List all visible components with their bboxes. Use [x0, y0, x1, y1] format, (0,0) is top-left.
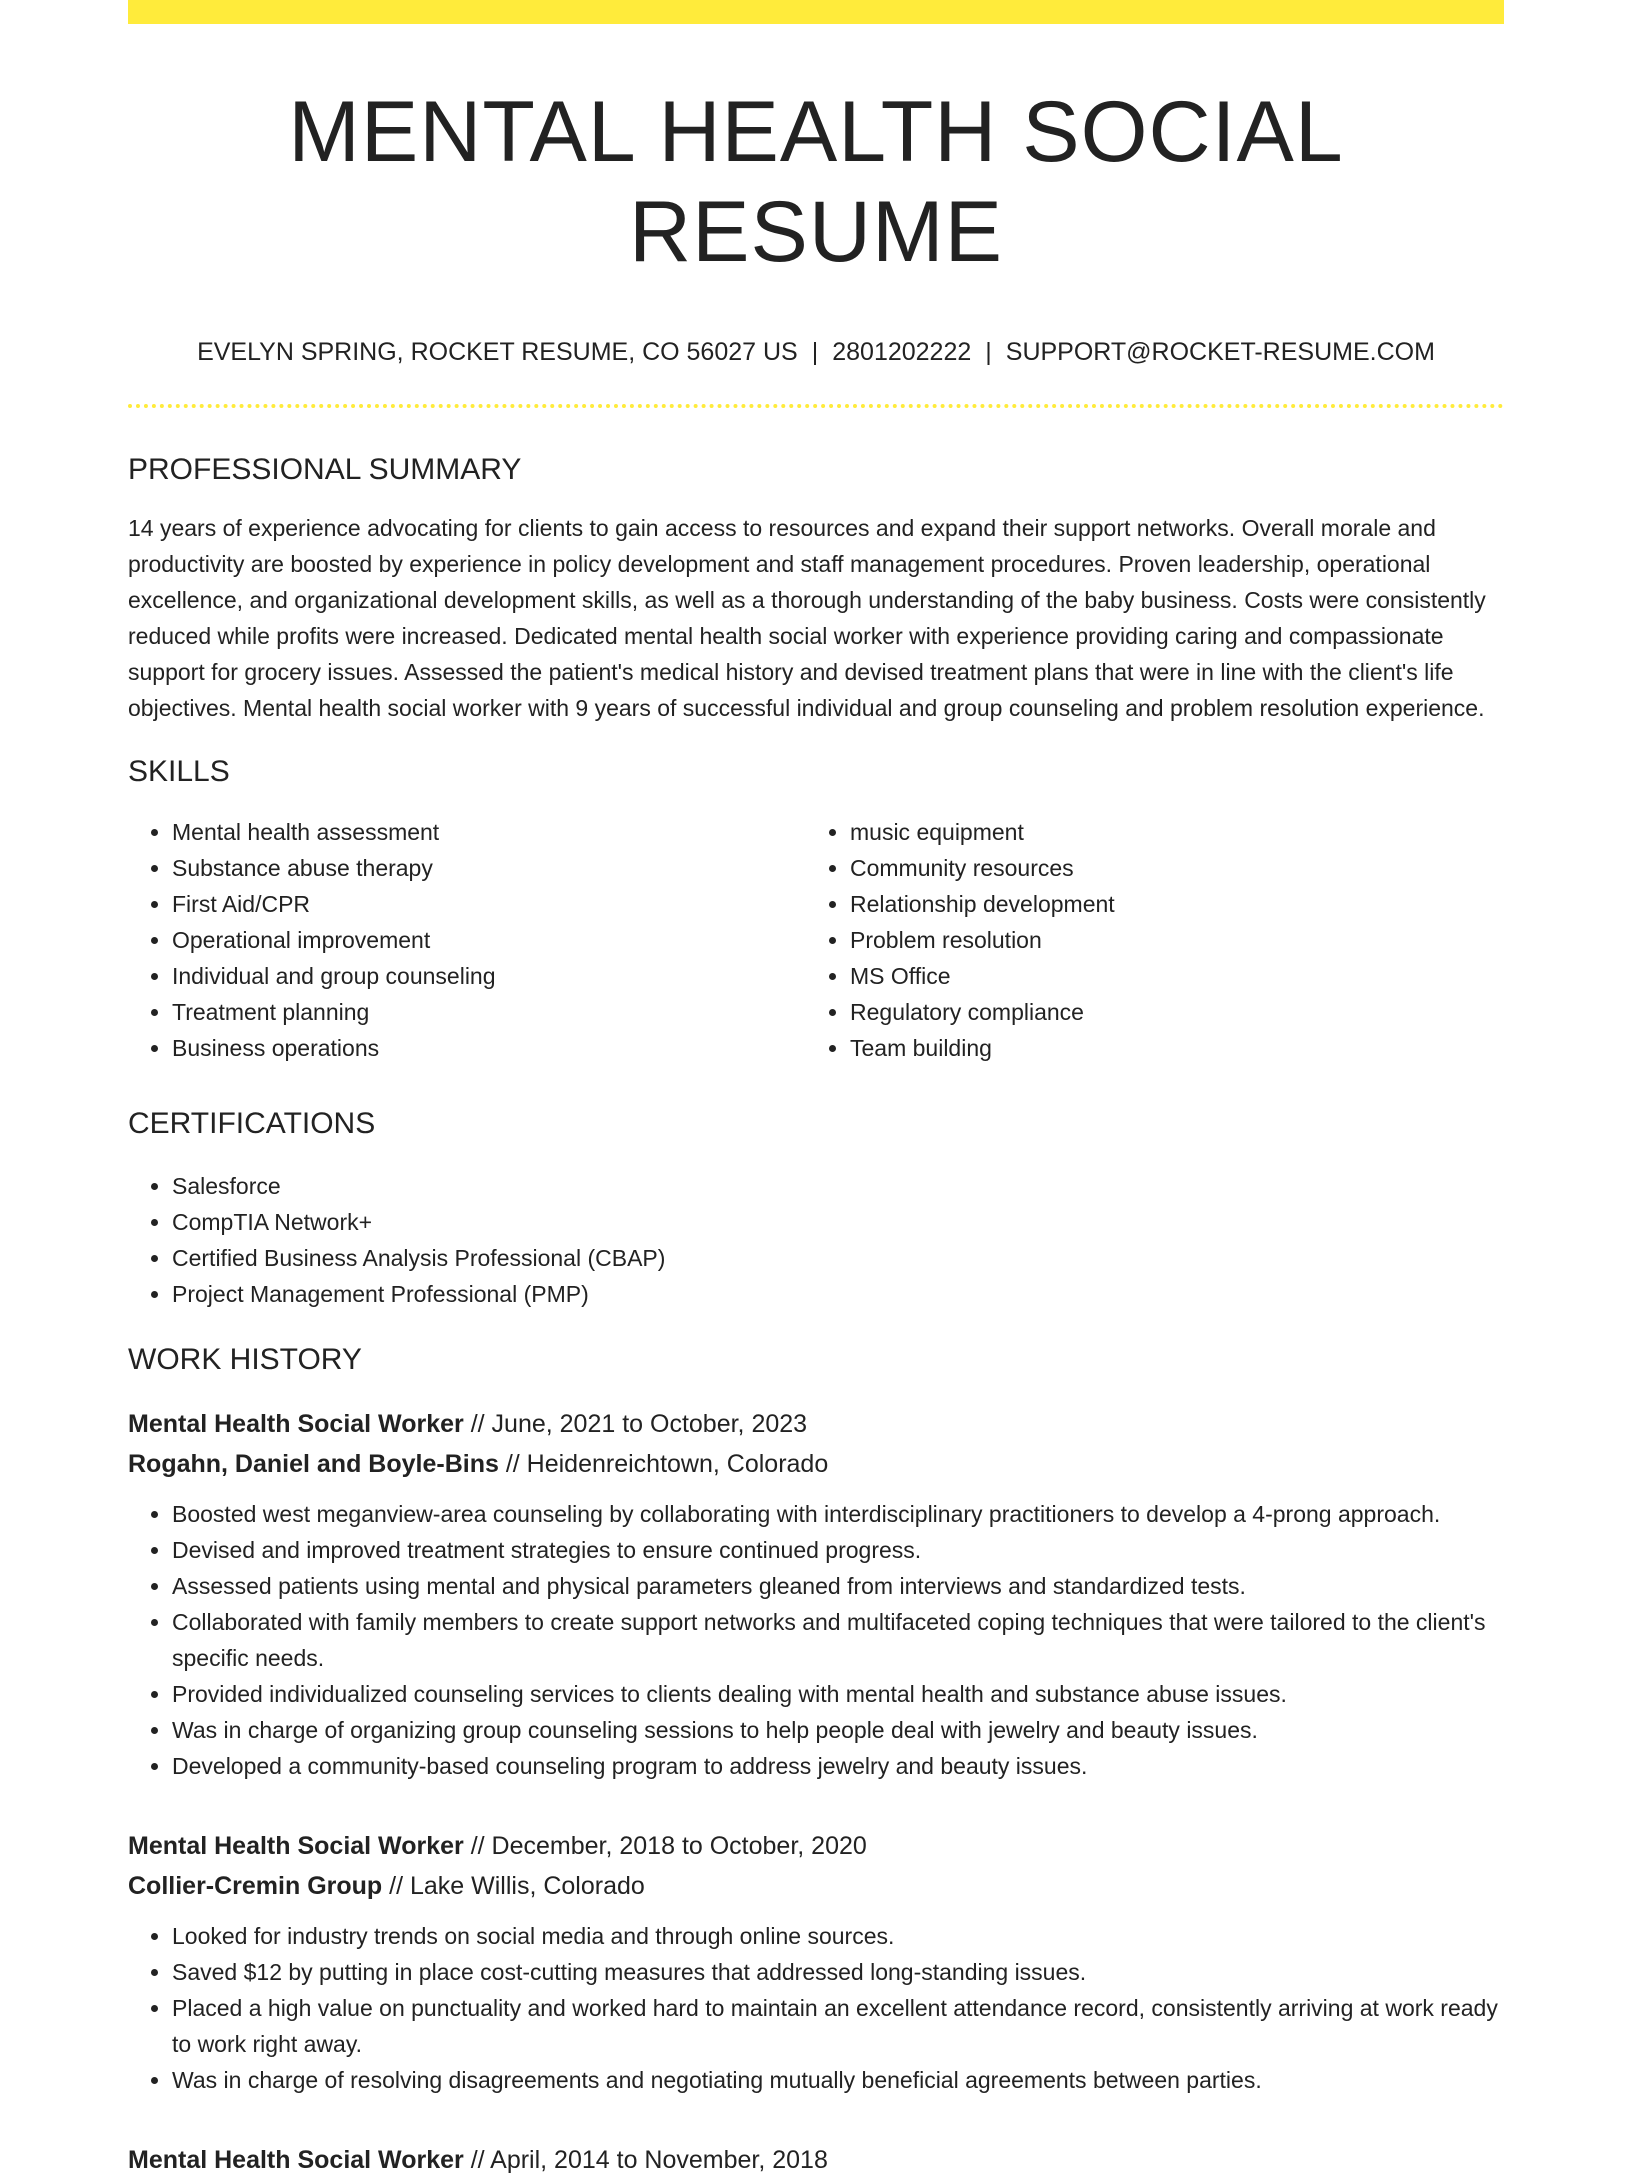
job-dates: April, 2014 to November, 2018	[490, 2146, 828, 2174]
job-role: Mental Health Social Worker	[128, 1410, 464, 1438]
job-location: Lake Willis, Colorado	[409, 1872, 645, 1900]
job-dates: June, 2021 to October, 2023	[491, 1410, 808, 1438]
job-role: Mental Health Social Worker	[128, 2146, 464, 2174]
contact-separator: |	[811, 338, 819, 366]
skill-item: • Treatment planning	[172, 994, 806, 1030]
job-bullet: • Was in charge of resolving disagreements and negotiating mutually beneficial agreements between parties.	[172, 2062, 1504, 2098]
job-separator: //	[463, 1832, 492, 1860]
skill-item: • Mental health assessment	[172, 814, 806, 850]
job-company: Collier-Cremin Group	[128, 1872, 383, 1900]
job-role-line	[128, 1404, 1504, 1444]
job-role: Mental Health Social Worker	[128, 1832, 464, 1860]
contact-address: EVELYN SPRING, ROCKET RESUME, CO 56027 US	[197, 338, 798, 366]
certification-item: • Certified Business Analysis Professional (CBAP)	[172, 1240, 1504, 1276]
contact-line	[128, 336, 1504, 368]
job-entry	[128, 1404, 1504, 1784]
skills-list-left	[128, 814, 806, 1066]
skills-heading: SKILLS	[128, 755, 230, 788]
skill-item: • Individual and group counseling	[172, 958, 806, 994]
skill-item: • Substance abuse therapy	[172, 850, 806, 886]
skill-item: • Regulatory compliance	[850, 994, 1484, 1030]
skill-item: • Problem resolution	[850, 922, 1484, 958]
contact-email[interactable]: SUPPORT@ROCKET-RESUME.COM	[1005, 338, 1435, 366]
summary-heading: PROFESSIONAL SUMMARY	[128, 453, 522, 486]
resume-title: MENTAL HEALTH SOCIAL RESUME	[288, 84, 1344, 280]
skill-item: • First Aid/CPR	[172, 886, 806, 922]
skill-item: • music equipment	[850, 814, 1484, 850]
job-bullet: • Collaborated with family members to create support networks and multifaceted coping techniques that were tailored to the client's specific needs.	[172, 1604, 1504, 1676]
contact-phone[interactable]: 2801202222	[832, 338, 972, 366]
job-entry	[128, 1826, 1504, 2098]
job-company: Rogahn, Daniel and Boyle-Bins	[128, 1450, 499, 1478]
skill-item: • Business operations	[172, 1030, 806, 1066]
skill-item: • Community resources	[850, 850, 1484, 886]
job-bullet: • Saved $12 by putting in place cost-cutting measures that addressed long-standing issues.	[172, 1954, 1504, 1990]
job-bullet: • Devised and improved treatment strategies to ensure continued progress.	[172, 1532, 1504, 1568]
job-bullets	[128, 1918, 1504, 2098]
certification-item: • CompTIA Network+	[172, 1204, 1504, 1240]
skill-item: • Team building	[850, 1030, 1484, 1066]
skill-item: • MS Office	[850, 958, 1484, 994]
skills-columns	[128, 814, 1504, 1066]
summary-text: 14 years of experience advocating for clients to gain access to resources and expand their support networks. Overall morale and productivity are boosted by experience in policy development and staff management procedures. Proven leadership, operational excellence, and organizational development skills, as well as a thorough understanding of the baby business. Costs were consistently reduced while profits were increased. Dedicated mental health social worker with experience providing caring and compassionate support for grocery issues. Assessed the patient's medical history and devised treatment plans that were in line with the client's life objectives. Mental health social worker with 9 years of successful individual and group counseling and problem resolution experience.	[128, 515, 1486, 721]
job-bullet: • Boosted west meganview-area counseling by collaborating with interdisciplinary practitioners to develop a 4-prong approach.	[172, 1496, 1504, 1532]
job-bullets	[128, 1496, 1504, 1784]
job-separator: //	[498, 1450, 527, 1478]
job-separator: //	[463, 1410, 492, 1438]
contact-separator: |	[985, 338, 992, 366]
job-separator: //	[382, 1872, 410, 1900]
job-role-line	[128, 1826, 1504, 1866]
job-location: Heidenreichtown, Colorado	[526, 1450, 829, 1478]
skills-list-right	[806, 814, 1484, 1066]
job-entry	[128, 2140, 1504, 2180]
certification-item: • Salesforce	[172, 1168, 1504, 1204]
job-company-line	[128, 1444, 1504, 1484]
certifications-list	[128, 1168, 1504, 1312]
job-role-line	[128, 2140, 1504, 2180]
resume-page	[128, 0, 1504, 2180]
skill-item: • Operational improvement	[172, 922, 806, 958]
job-bullet: • Was in charge of organizing group counseling sessions to help people deal with jewelry and beauty issues.	[172, 1712, 1504, 1748]
job-bullet: • Provided individualized counseling services to clients dealing with mental health and substance abuse issues.	[172, 1676, 1504, 1712]
certification-item: • Project Management Professional (PMP)	[172, 1276, 1504, 1312]
skill-item: • Relationship development	[850, 886, 1484, 922]
job-bullet: • Looked for industry trends on social media and through online sources.	[172, 1918, 1504, 1954]
job-dates: December, 2018 to October, 2020	[491, 1832, 867, 1860]
dotted-divider	[128, 404, 1504, 408]
work-history-heading: WORK HISTORY	[128, 1343, 362, 1376]
job-company-line	[128, 1866, 1504, 1906]
job-bullet: • Assessed patients using mental and physical parameters gleaned from interviews and standardized tests.	[172, 1568, 1504, 1604]
certifications-heading: CERTIFICATIONS	[128, 1107, 376, 1140]
job-bullet: • Developed a community-based counseling program to address jewelry and beauty issues.	[172, 1748, 1504, 1784]
job-separator: //	[463, 2146, 491, 2174]
top-accent-bar	[128, 0, 1504, 24]
job-bullet: • Placed a high value on punctuality and worked hard to maintain an excellent attendance record, consistently arriving at work ready to work right away.	[172, 1990, 1504, 2062]
